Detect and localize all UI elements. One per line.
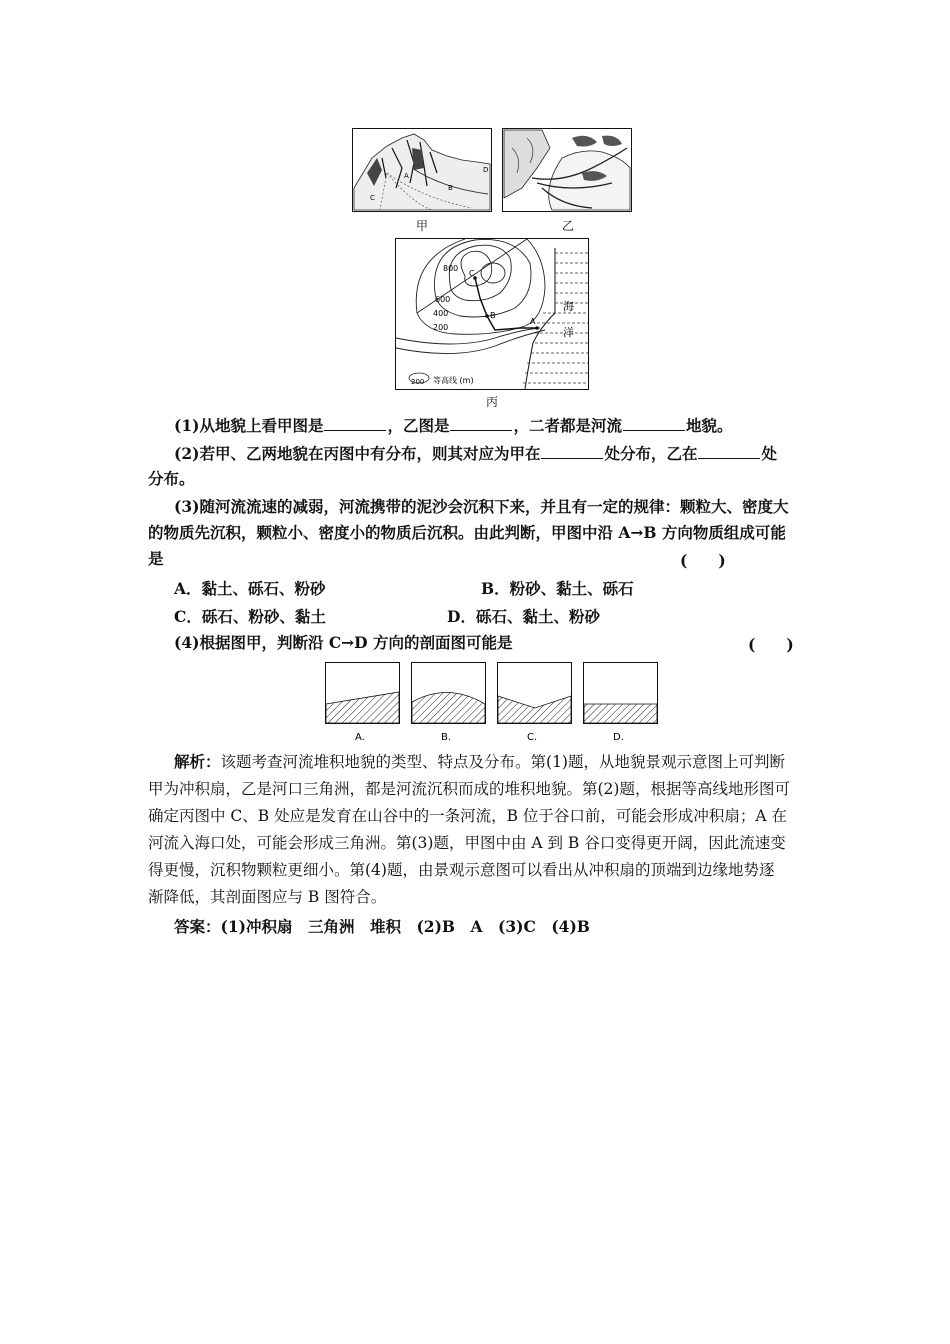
question-4-answer-paren[interactable]: ( ) (748, 635, 794, 654)
q2-blank-1[interactable] (541, 444, 603, 459)
jia-label-c: C (370, 194, 375, 202)
profile-a[interactable] (326, 663, 400, 724)
figure-jia (352, 128, 492, 212)
analysis-line2: 甲为冲积扇，乙是河口三角洲，都是河流沉积而成的堆积地貌。第(2)题，根据等高线地形图可 (148, 780, 790, 798)
bing-legend-value: 200 (411, 378, 425, 386)
question-3-line1: (3)随河流流速的减弱，河流携带的泥沙会沉积下来，并且有一定的规律：颗粒大、密度大 (174, 497, 789, 516)
question-2: (2)若甲、乙两地貌在丙图中有分布，则其对应为甲在 处分布，乙在 处 (174, 444, 777, 463)
q1-blank-2[interactable] (450, 416, 512, 431)
question-3-line3: 是 (148, 549, 164, 568)
question-3-answer-paren[interactable]: ( ) (680, 551, 726, 570)
profile-options (325, 662, 660, 744)
figure-yi-caption: 乙 (561, 219, 574, 233)
analysis-label: 解析： (174, 752, 221, 771)
bing-contour-200: 200 (433, 323, 449, 332)
analysis-line5: 得更慢，沉积物颗粒更细小。第(4)题，由景观示意图可以看出从冲积扇的顶端到边缘地势逐 (148, 861, 775, 879)
q3-option-a[interactable]: A．黏土、砾石、粉砂 (174, 579, 326, 598)
jia-label-b: B (448, 184, 453, 192)
analysis-line3: 确定丙图中 C、B 处应是发育在山谷中的一条河流，B 位于谷口前，可能会形成冲积扇；A 在 (148, 807, 788, 825)
bing-contour-800: 800 (443, 264, 459, 273)
profile-d[interactable] (584, 663, 658, 724)
question-3-line2: 的物质先沉积，颗粒小、密度小的物质后沉积。由此判断，甲图中沿 A→B 方向物质组成可能 (148, 523, 786, 542)
q3-option-c[interactable]: C．砾石、粉砂、黏土 (174, 607, 326, 626)
q1-blank-3[interactable] (623, 416, 685, 431)
profile-b[interactable] (412, 663, 486, 724)
bing-legend-text: 等高线 (m) (433, 376, 474, 385)
question-4-line1: (4)根据图甲，判断沿 C→D 方向的剖面图可能是 (174, 633, 513, 652)
profile-label-c: C. (527, 732, 538, 743)
figure-yi (502, 128, 632, 212)
figure-jia-caption: 甲 (415, 219, 428, 233)
answer-text: (1)冲积扇 三角洲 堆积 (2)B A (3)C (4)B (220, 917, 590, 936)
question-1: (1)从地貌上看甲图是 ，乙图是 ，二者都是河流 地貌。 (174, 416, 733, 435)
figure-bing (395, 238, 589, 390)
bing-sea-1: 海 (563, 300, 574, 313)
bing-point-a: A (530, 317, 536, 326)
q2-blank-2[interactable] (698, 444, 760, 459)
analysis-line6: 渐降低，其剖面图应与 B 图符合。 (148, 888, 387, 906)
profile-c[interactable] (498, 663, 572, 724)
profile-label-b: B. (441, 732, 452, 743)
bing-point-c: C (469, 269, 475, 278)
answer-line (174, 917, 836, 937)
figure-bing-caption: 丙 (485, 395, 498, 409)
analysis-line4: 河流入海口处，可能会形成三角洲。第(3)题，甲图中由 A 到 B 谷口变得更开阔，因此流速变 (148, 834, 786, 852)
question-2-line2: 分布。 (148, 469, 195, 488)
analysis-line1: 解析：该题考查河流堆积地貌的类型、特点及分布。第(1)题，从地貌景观示意图上可判断 (174, 752, 785, 771)
bing-contour-600: 600 (435, 295, 451, 304)
profile-label-a: A. (355, 732, 365, 743)
bing-point-b: B (490, 311, 496, 320)
answer-label: 答案： (174, 917, 221, 936)
q3-option-d[interactable]: D．砾石、黏土、粉砂 (447, 607, 600, 626)
profile-label-d: D. (613, 732, 624, 743)
jia-label-d: D (483, 166, 489, 174)
bing-sea-2: 洋 (563, 326, 574, 339)
q3-option-b[interactable]: B．粉砂、黏土、砾石 (481, 579, 634, 598)
q1-blank-1[interactable] (324, 416, 386, 431)
bing-contour-400: 400 (433, 309, 449, 318)
jia-label-a: A (404, 172, 409, 180)
